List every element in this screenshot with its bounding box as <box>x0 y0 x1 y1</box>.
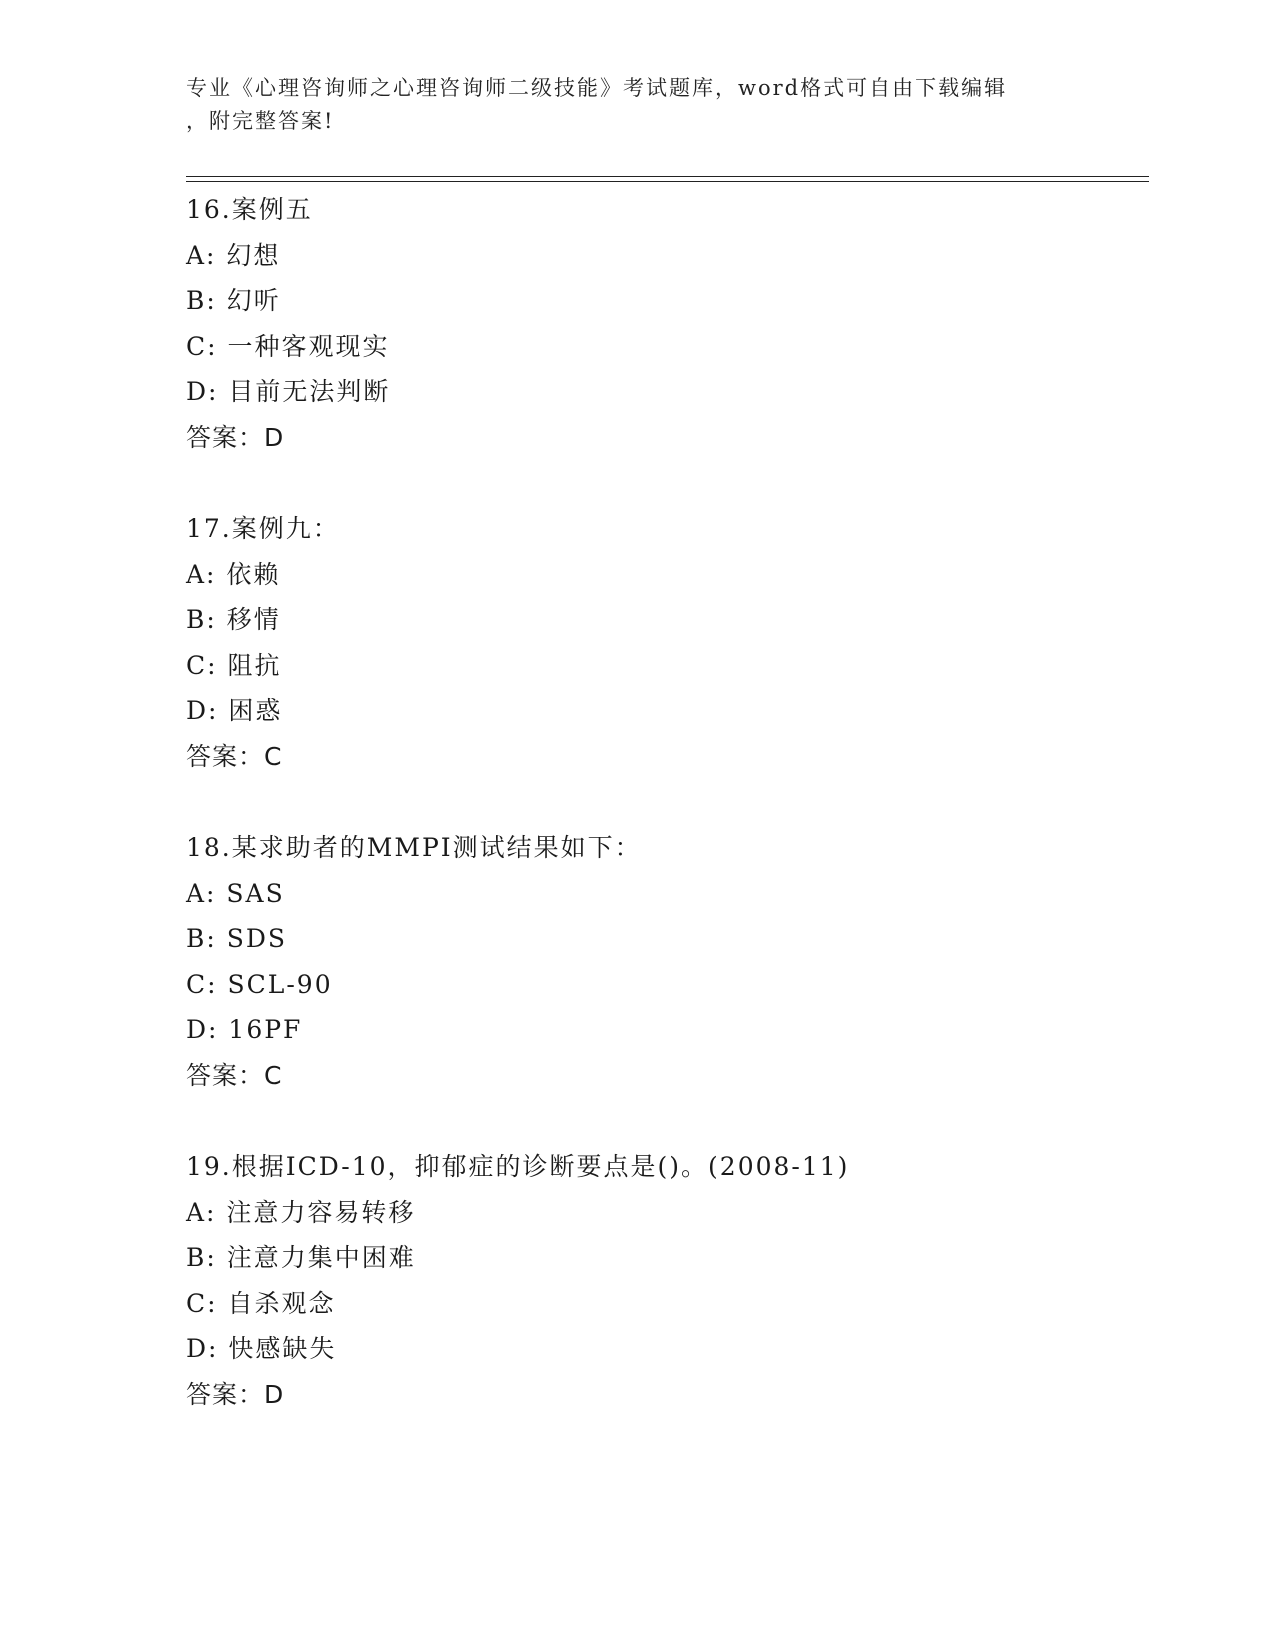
option-b: B: 注意力集中困难 <box>186 1243 416 1272</box>
header-divider-bottom <box>186 181 1149 182</box>
option-d: D: 困惑 <box>186 696 283 725</box>
option-d: D: 16PF <box>186 1015 303 1044</box>
option-b: B: SDS <box>186 924 288 953</box>
answer-label: 答案：D <box>186 422 285 452</box>
option-c: C: 阻抗 <box>186 650 282 680</box>
option-c: C: 一种客观现实 <box>186 331 390 361</box>
question-19 <box>186 1144 1146 1417</box>
option-a: A: 依赖 <box>186 559 281 589</box>
option-a: A: 注意力容易转移 <box>186 1197 416 1227</box>
answer-label: 答案：C <box>186 1060 283 1090</box>
option-d: D: 目前无法判断 <box>186 377 391 406</box>
option-a: A: SAS <box>186 878 285 908</box>
intro-line-1: 专业《心理咨询师之心理咨询师二级技能》考试题库，word格式可自由下载编辑 <box>186 76 1008 100</box>
option-c: C: SCL-90 <box>186 969 333 999</box>
question-list <box>186 187 1146 1463</box>
question-16 <box>186 187 1146 460</box>
question-17 <box>186 506 1146 779</box>
question-stem: 18.某求助者的MMPI测试结果如下： <box>186 833 642 862</box>
answer-label: 答案：D <box>186 1379 285 1409</box>
header-divider-top <box>186 176 1149 177</box>
option-c: C: 自杀观念 <box>186 1288 336 1318</box>
question-stem: 19.根据ICD-10，抑郁症的诊断要点是()。(2008-11) <box>186 1152 850 1181</box>
question-18 <box>186 825 1146 1098</box>
question-stem: 16.案例五 <box>186 195 313 224</box>
option-a: A: 幻想 <box>186 240 281 270</box>
option-b: B: 幻听 <box>186 286 281 315</box>
option-b: B: 移情 <box>186 605 281 634</box>
intro-line-2: ，附完整答案! <box>186 109 335 133</box>
document-header <box>186 72 1066 138</box>
option-d: D: 快感缺失 <box>186 1334 337 1363</box>
answer-label: 答案：C <box>186 741 283 771</box>
question-stem: 17.案例九： <box>186 514 340 543</box>
